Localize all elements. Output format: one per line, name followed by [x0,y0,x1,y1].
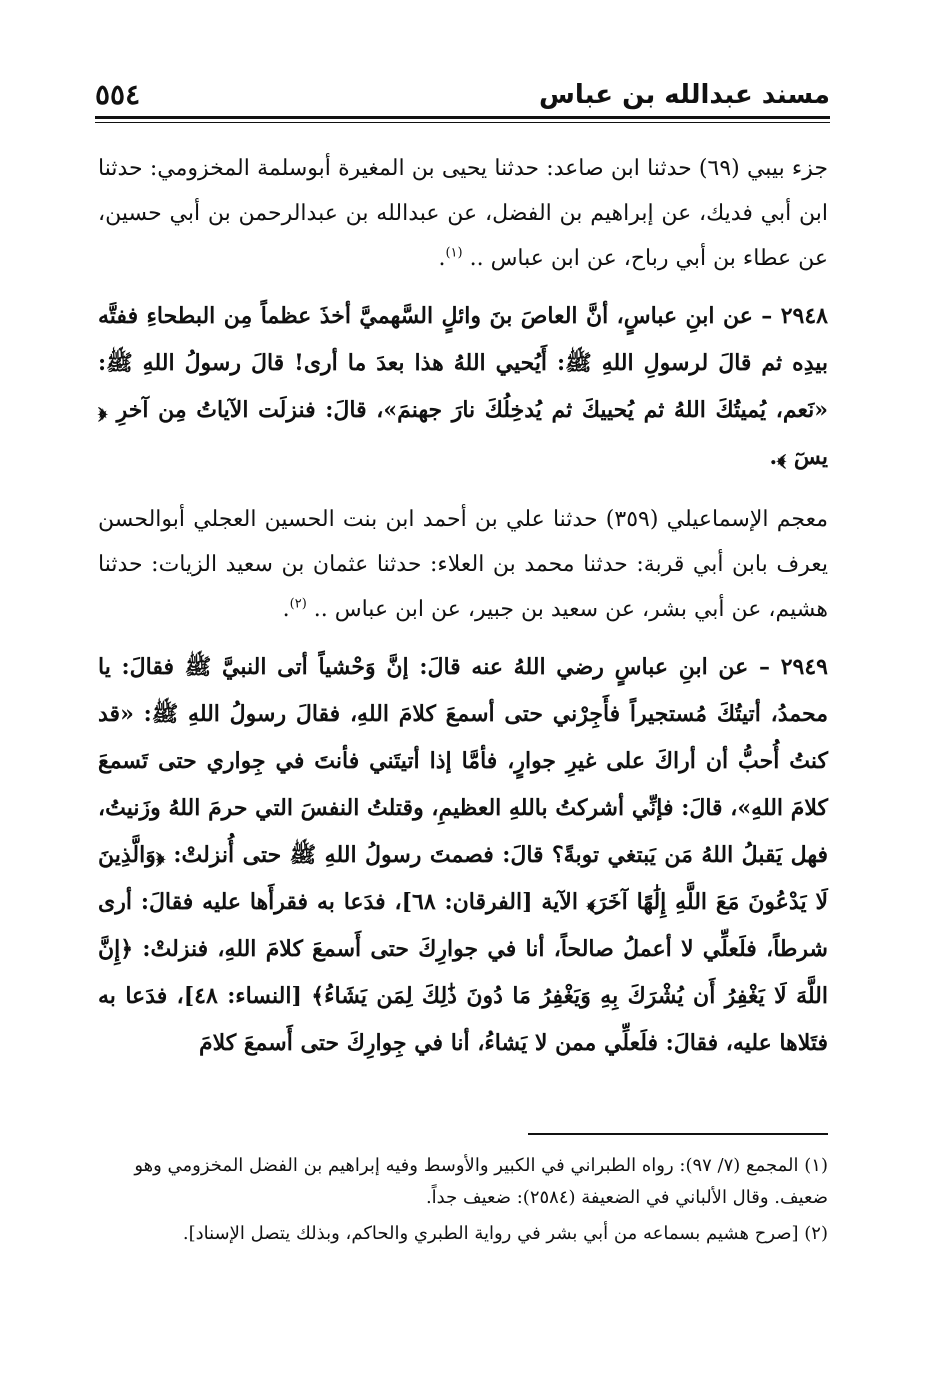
page-header [95,78,830,114]
page-number: ٥٥٤ [95,78,141,111]
running-title: مسند عبدالله بن عباس [539,80,830,110]
source-text: معجم الإسماعيلي (٣٥٩) حدثنا علي بن أحمد ابن بنت الحسين العجلي أبوالحسن يعرف بابن أبي قربة: حدثنا محمد بن العلاء: حدثنا عثمان بن سعيد الزيات: حدثنا هشيم، عن أبي بشر، عن سعيد بن جبير، عن ابن عباس .. [98,507,828,622]
hadith-number: ٢٩٤٨ [780,303,828,329]
footnote-separator [528,1133,828,1135]
hadith-text: عن ابنِ عباسٍ رضي اللهُ عنه قالَ: إنَّ وَحْشياً أتى النبيَّ ﷺ فقالَ: يا محمدُ، أتيتُكَ مُستجيراً فأَجِرْني حتى أسمعَ كلامَ اللهِ، فقالَ رسولُ اللهِ ﷺ: «قد كنتُ أُحبُّ أن أراكَ على غيرِ جوارٍ، فأمَّا إذا أتيتَني فأنتَ في جِواري حتى تَسمعَ كلامَ اللهِ»، قالَ: فإنِّي أشركتُ باللهِ العظيمِ، وقتلتُ النفسَ التي حرمَ اللهُ وزَنيتُ، فهل يَقبلُ اللهُ مَن يَبتغي توبةً؟ قالَ: فصمتَ رسولُ اللهِ ﷺ حتى أُنزلتْ: ﴿وَالَّذِينَ لَا يَدْعُونَ مَعَ اللَّهِ إِلَٰهًا آخَرَ﴾ الآية [الفرقان: ٦٨]، فدَعا به فقرأَها عليه فقالَ: أرى شرطاً، فلَعلِّي لا أعملُ صالحاً، أنا في جوارِكَ حتى أَسمعَ كلامَ اللهِ، فنزلتْ: ﴿إِنَّ اللَّهَ لَا يَغْفِرُ أَن يُشْرَكَ بِهِ وَيَغْفِرُ مَا دُونَ ذَٰلِكَ لِمَن يَشَاءُ﴾ [النساء: ٤٨]، فدَعا به فتَلاها عليه، فقالَ: فلَعلِّي ممن لا يَشاءُ، أنا في جِوارِكَ حتى أَسمعَ كلامَ [98,654,829,1056]
hadith-paragraph: ٢٩٤٩ – عن ابنِ عباسٍ رضي اللهُ عنه قالَ: إنَّ وَحْشياً أتى النبيَّ ﷺ فقالَ: يا محمدُ، أتيتُكَ مُستجيراً فأَجِرْني حتى أسمعَ كلامَ اللهِ، فقالَ رسولُ اللهِ ﷺ: «قد كنتُ أُحبُّ أن أراكَ على غيرِ جوارٍ، فأمَّا إذا أتيتَني فأنتَ في جِواري حتى تَسمعَ كلامَ اللهِ»، قالَ: فإنِّي أشركتُ باللهِ العظيمِ، وقتلتُ النفسَ التي حرمَ اللهُ وزَنيتُ، فهل يَقبلُ اللهُ مَن يَبتغي توبةً؟ قالَ: فصمتَ رسولُ اللهِ ﷺ حتى أُنزلتْ: ﴿وَالَّذِينَ لَا يَدْعُونَ مَعَ اللَّهِ إِلَٰهًا آخَرَ﴾ الآية [الفرقان: ٦٨]، فدَعا به فقرأَها عليه فقالَ: أرى شرطاً، فلَعلِّي لا أعملُ صالحاً، أنا في جوارِكَ حتى أَسمعَ كلامَ اللهِ، فنزلتْ: ﴿إِنَّ اللَّهَ لَا يَغْفِرُ أَن يُشْرَكَ بِهِ وَيَغْفِرُ مَا دُونَ ذَٰلِكَ لِمَن يَشَاءُ﴾ [النساء: ٤٨]، فدَعا به فتَلاها عليه، فقالَ: فلَعلِّي ممن لا يَشاءُ، أنا في جِوارِكَ حتى أَسمعَ كلامَ [98,654,829,1056]
footnote-ref: (٢) [289,596,307,612]
footnote: (١) المجمع (٧/ ٩٧): رواه الطبراني في الكبير والأوسط وفيه إبراهيم بن الفضل المخزومي وهو ضعيف. وقال الألباني في الضعيفة (٢٥٨٤): ضعيف جداً. [134,1155,828,1208]
hadith-text: عن ابنِ عباسٍ، أنَّ العاصَ بنَ وائلٍ السَّهميَّ أخذَ عظماً مِن البطحاءِ ففتَّه بيدِه ثم قالَ لرسولِ اللهِ ﷺ: أَيُحيي اللهُ هذا بعدَ ما أرى! قالَ رسولُ اللهِ ﷺ: «نَعم، يُميتُكَ اللهُ ثم يُحييكَ ثم يُدخِلُكَ نارَ جهنمَ»، قالَ: فنزلَت الآياتُ مِن آخرِ ﴿ يسٓ ﴾. [98,303,828,470]
source-paragraph: معجم الإسماعيلي (٣٥٩) حدثنا علي بن أحمد ابن بنت الحسين العجلي أبوالحسن يعرف بابن أبي قربة: حدثنا محمد بن العلاء: حدثنا عثمان بن سعيد الزيات: حدثنا هشيم، عن أبي بشر، عن سعيد بن جبير، عن ابن عباس .. $^{(٢)}$. [98,507,828,622]
footnote-ref: (١) [445,245,463,261]
hadith-number: ٢٩٤٩ [780,654,828,680]
page-body [98,146,828,1083]
header-rule [95,116,830,119]
footnotes [98,1150,828,1254]
header-rule-thin [95,122,830,123]
footnote: (٢) [صرح هشيم بسماعه من أبي بشر في رواية الطبري والحاكم، وبذلك يتصل الإسناد]. [182,1223,828,1244]
source-paragraph: جزء بيبي (٦٩) حدثنا ابن صاعد: حدثنا يحيى بن المغيرة أبوسلمة المخزومي: حدثنا ابن أبي فديك، عن إبراهيم بن الفضل، عن عبدالله بن عبدالرحمن بن أبي حسين، عن عطاء بن أبي رباح، عن ابن عباس .. $^{(١)}$. [98,156,828,271]
hadith-paragraph: ٢٩٤٨ – عن ابنِ عباسٍ، أنَّ العاصَ بنَ وائلٍ السَّهميَّ أخذَ عظماً مِن البطحاءِ ففتَّه بيدِه ثم قالَ لرسولِ اللهِ ﷺ: أَيُحيي اللهُ هذا بعدَ ما أرى! قالَ رسولُ اللهِ ﷺ: «نَعم، يُميتُكَ اللهُ ثم يُحييكَ ثم يُدخِلُكَ نارَ جهنمَ»، قالَ: فنزلَت الآياتُ مِن آخرِ ﴿ يسٓ ﴾. [98,303,828,470]
source-text: جزء بيبي (٦٩) حدثنا ابن صاعد: حدثنا يحيى بن المغيرة أبوسلمة المخزومي: حدثنا ابن أبي فديك، عن إبراهيم بن الفضل، عن عبدالله بن عبدالرحمن بن أبي حسين، عن عطاء بن أبي رباح، عن ابن عباس .. [98,156,828,271]
